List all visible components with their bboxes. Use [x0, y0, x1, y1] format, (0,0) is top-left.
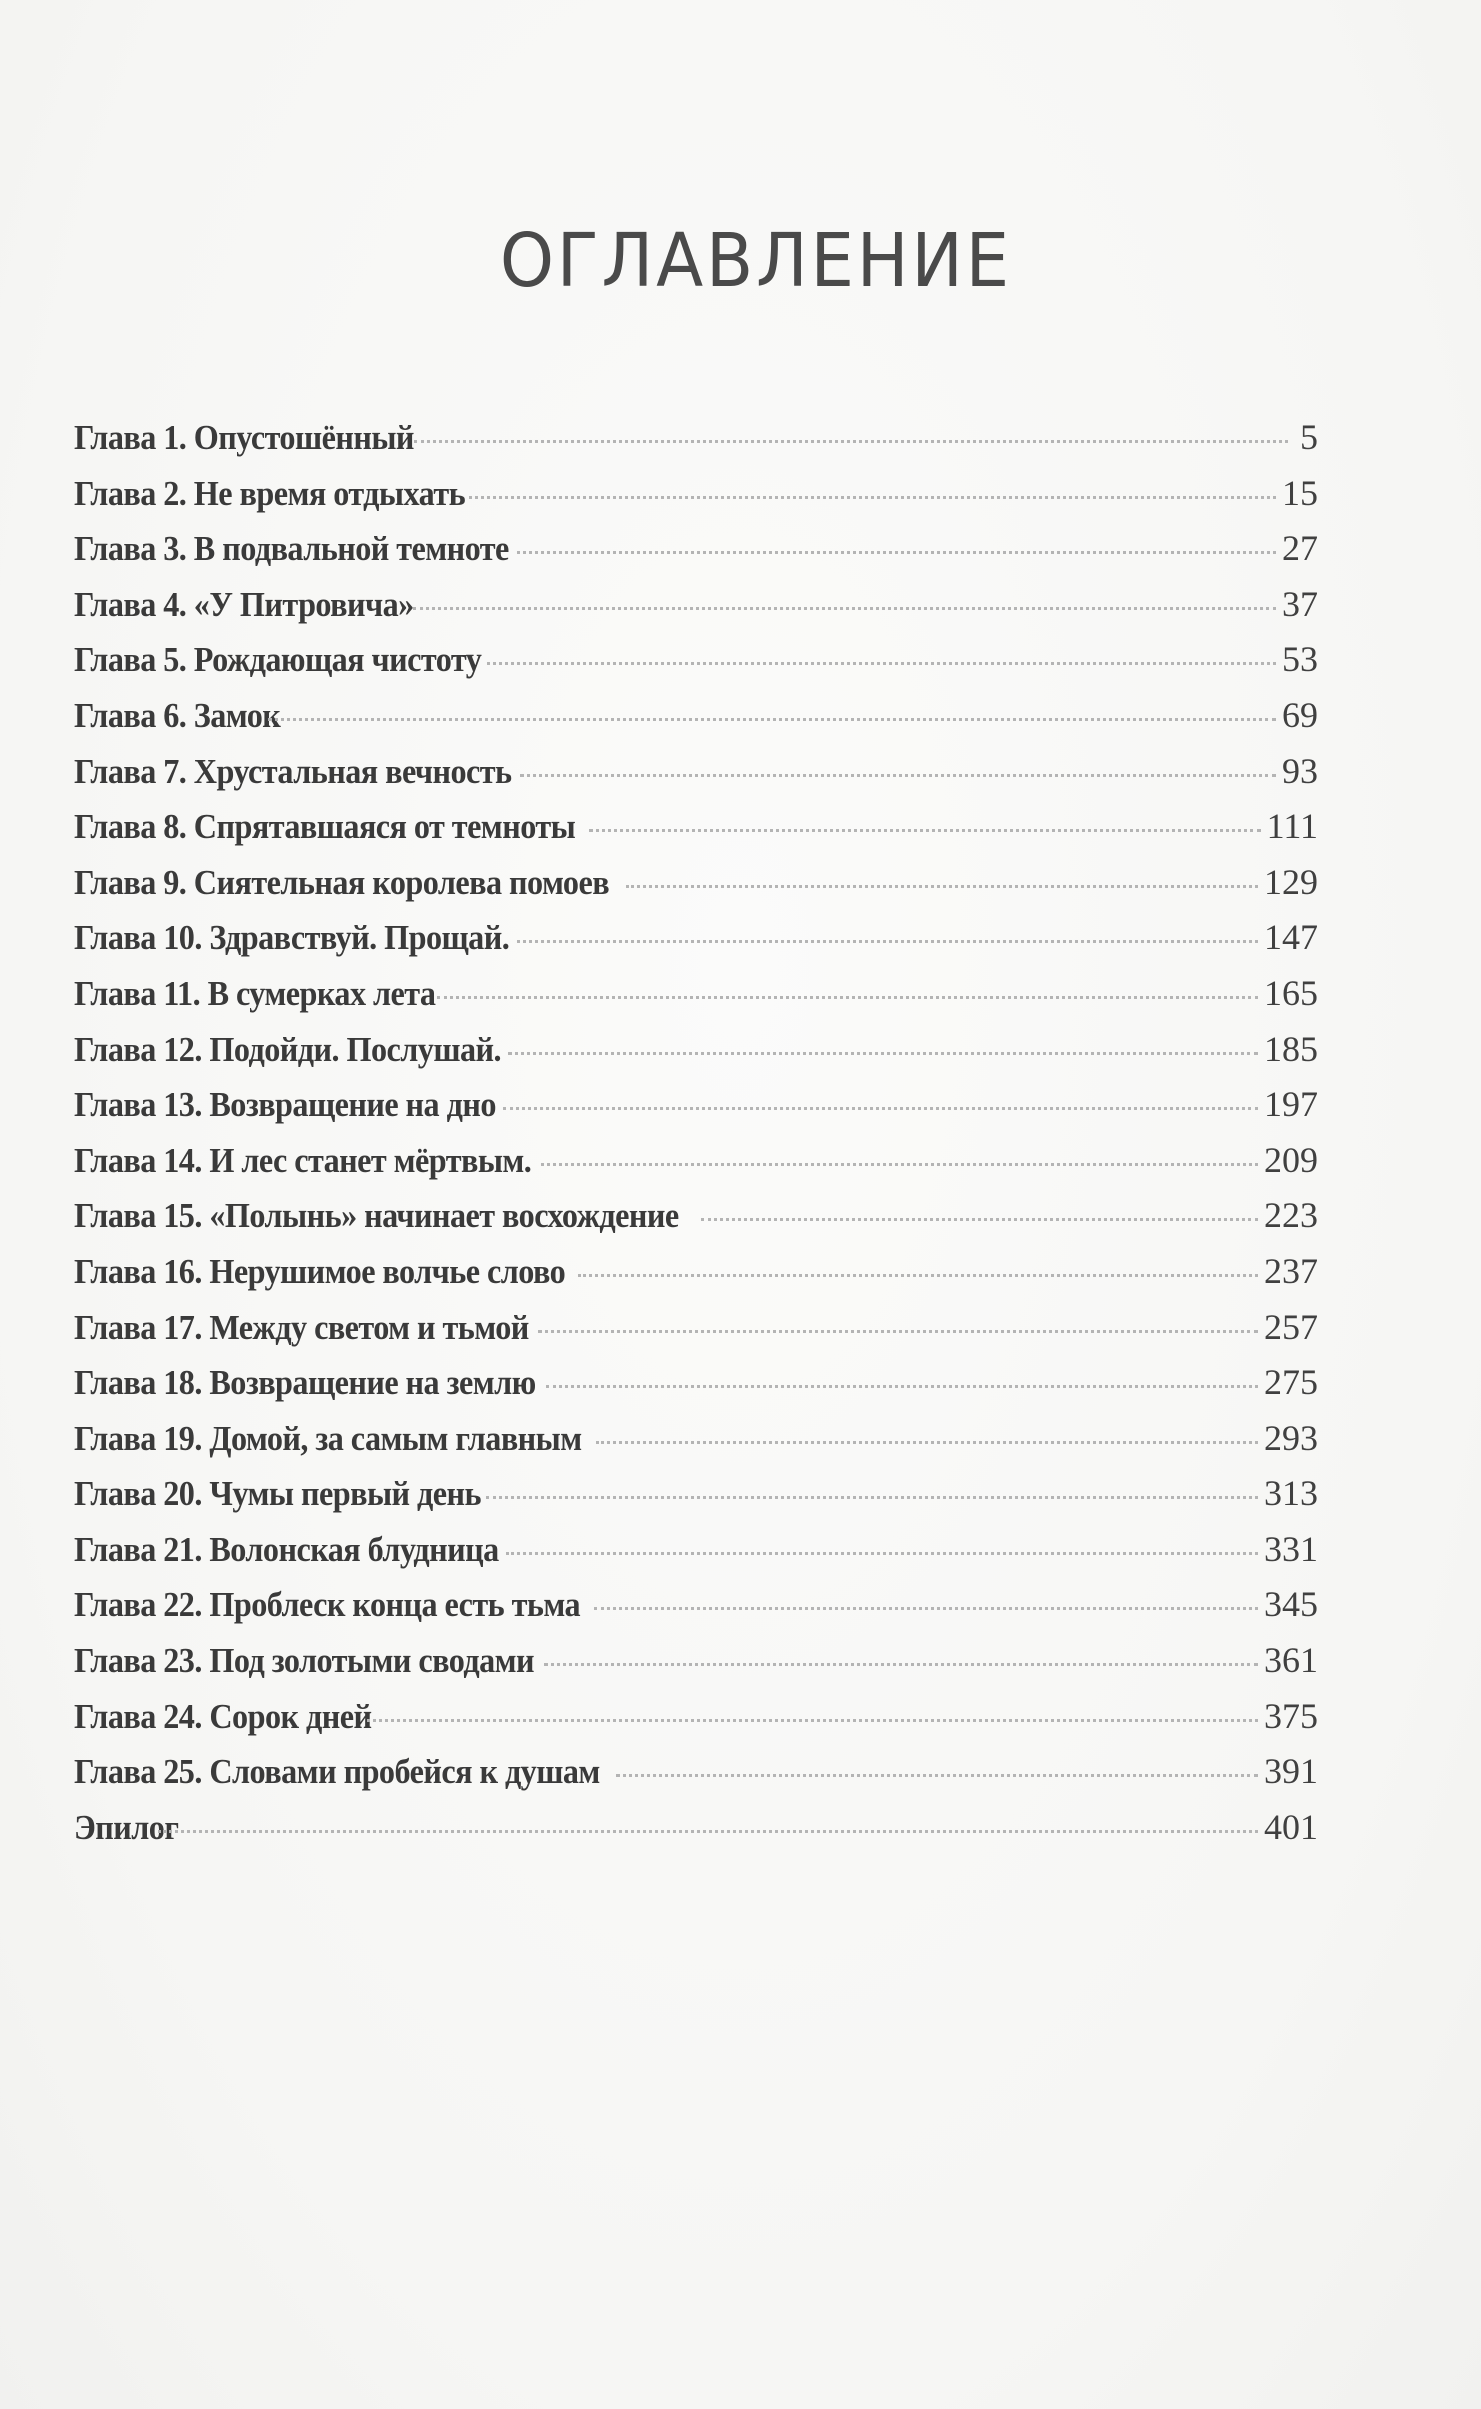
toc-entry-title: Глава 2. Не время отдыхать: [74, 473, 466, 513]
dot-leader: [413, 607, 1276, 610]
toc-entry-14[interactable]: [74, 1139, 1318, 1195]
toc-entry-title: Глава 18. Возвращение на землю: [74, 1363, 536, 1403]
dot-leader: [544, 1663, 1258, 1666]
dot-leader: [701, 1218, 1258, 1221]
toc-entry-page: 129: [1264, 861, 1318, 902]
toc-entry-epilogue[interactable]: [74, 1806, 1318, 1862]
dot-leader: [616, 1774, 1258, 1777]
toc-entry-9[interactable]: [74, 861, 1318, 917]
toc-entry-15[interactable]: [74, 1194, 1318, 1250]
dot-leader: [469, 496, 1276, 499]
toc-entry-page: 111: [1266, 806, 1318, 847]
toc-entry-page: 223: [1264, 1195, 1318, 1236]
dot-leader: [506, 1552, 1258, 1555]
dot-leader: [268, 718, 1276, 721]
toc-entry-page: 401: [1264, 1806, 1318, 1847]
toc-entry-title: Глава 8. Спрятавшаяся от темноты: [74, 807, 576, 847]
toc-entry-page: 313: [1264, 1473, 1318, 1514]
toc-entry-title: Глава 17. Между светом и тьмой: [74, 1307, 529, 1347]
toc-entry-page: 69: [1282, 694, 1318, 735]
dot-leader: [158, 1830, 1259, 1833]
toc-entry-title: Глава 6. Замок: [74, 695, 281, 735]
dot-leader: [594, 1607, 1258, 1610]
toc-entry-title: Глава 12. Подойди. Послушай.: [74, 1029, 502, 1069]
dot-leader: [508, 1052, 1258, 1055]
toc-entry-title: Глава 4. «У Питровича»: [74, 584, 414, 624]
toc-entry-page: 237: [1264, 1250, 1318, 1291]
toc-entry-3[interactable]: [74, 527, 1318, 583]
toc-entry-8[interactable]: [74, 805, 1318, 861]
toc-entry-18[interactable]: [74, 1361, 1318, 1417]
toc-entry-page: 293: [1264, 1417, 1318, 1458]
toc-entry-25[interactable]: [74, 1750, 1318, 1806]
toc-entry-20[interactable]: [74, 1472, 1318, 1528]
dot-leader: [367, 1719, 1258, 1722]
table-of-contents: [74, 416, 1318, 1861]
toc-entry-11[interactable]: [74, 972, 1318, 1028]
toc-entry-24[interactable]: [74, 1695, 1318, 1751]
toc-entry-1[interactable]: [74, 416, 1318, 472]
toc-entry-10[interactable]: [74, 916, 1318, 972]
toc-entry-12[interactable]: [74, 1028, 1318, 1084]
toc-entry-page: 185: [1264, 1028, 1318, 1069]
dot-leader: [437, 996, 1258, 999]
toc-entry-page: 375: [1264, 1695, 1318, 1736]
toc-entry-19[interactable]: [74, 1417, 1318, 1473]
toc-entry-23[interactable]: [74, 1639, 1318, 1695]
toc-entry-13[interactable]: [74, 1083, 1318, 1139]
dot-leader: [503, 1107, 1258, 1110]
toc-entry-page: 37: [1282, 583, 1318, 624]
dot-leader: [626, 885, 1258, 888]
toc-entry-page: 93: [1282, 750, 1318, 791]
toc-entry-page: 197: [1264, 1084, 1318, 1125]
toc-entry-title: Эпилог: [74, 1807, 179, 1847]
toc-entry-title: Глава 23. Под золотыми сводами: [74, 1641, 535, 1681]
toc-entry-title: Глава 3. В подвальной темноте: [74, 529, 509, 569]
toc-entry-title: Глава 19. Домой, за самым главным: [74, 1418, 582, 1458]
toc-entry-title: Глава 9. Сиятельная королева помоев: [74, 862, 610, 902]
dot-leader: [486, 1496, 1258, 1499]
dot-leader: [541, 1163, 1258, 1166]
toc-entry-22[interactable]: [74, 1583, 1318, 1639]
toc-entry-title: Глава 22. Проблеск конца есть тьма: [74, 1585, 581, 1625]
toc-entry-5[interactable]: [74, 638, 1318, 694]
toc-entry-page: 15: [1282, 472, 1318, 513]
dot-leader: [414, 440, 1289, 443]
toc-entry-title: Глава 14. И лес станет мёртвым.: [74, 1140, 532, 1180]
toc-entry-page: 209: [1264, 1139, 1318, 1180]
dot-leader: [589, 829, 1261, 832]
toc-entry-4[interactable]: [74, 583, 1318, 639]
toc-entry-page: 165: [1264, 972, 1318, 1013]
toc-entry-title: Глава 5. Рождающая чистоту: [74, 640, 482, 680]
toc-entry-page: 147: [1264, 917, 1318, 958]
dot-leader: [487, 662, 1276, 665]
toc-entry-page: 53: [1282, 639, 1318, 680]
toc-entry-page: 5: [1300, 417, 1318, 457]
toc-entry-page: 391: [1264, 1751, 1318, 1792]
toc-entry-title: Глава 16. Нерушимое волчье слово: [74, 1251, 566, 1291]
toc-entry-2[interactable]: [74, 472, 1318, 528]
page-title: ОГЛАВЛЕНИЕ: [499, 218, 1012, 304]
toc-entry-page: 27: [1282, 528, 1318, 569]
toc-entry-page: 361: [1264, 1640, 1318, 1681]
toc-entry-title: Глава 15. «Полынь» начинает восхождение: [74, 1196, 679, 1236]
dot-leader: [546, 1385, 1258, 1388]
toc-entry-title: Глава 25. Словами пробейся к душам: [74, 1752, 600, 1792]
toc-entry-page: 331: [1264, 1528, 1318, 1569]
toc-entry-title: Глава 21. Волонская блудница: [74, 1529, 499, 1569]
toc-entry-title: Глава 10. Здравствуй. Прощай.: [74, 918, 510, 958]
toc-entry-page: 275: [1264, 1362, 1318, 1403]
toc-entry-title: Глава 24. Сорок дней: [74, 1696, 372, 1736]
toc-entry-17[interactable]: [74, 1306, 1318, 1362]
toc-entry-7[interactable]: [74, 750, 1318, 806]
toc-entry-title: Глава 7. Хрустальная вечность: [74, 751, 512, 791]
toc-entry-title: Глава 1. Опустошённый: [74, 418, 414, 457]
toc-entry-21[interactable]: [74, 1528, 1318, 1584]
toc-entry-6[interactable]: [74, 694, 1318, 750]
dot-leader: [517, 551, 1276, 554]
toc-entry-page: 345: [1264, 1584, 1318, 1625]
dot-leader: [596, 1441, 1258, 1444]
dot-leader: [578, 1274, 1258, 1277]
dot-leader: [520, 774, 1276, 777]
dot-leader: [538, 1330, 1258, 1333]
dot-leader: [517, 940, 1258, 943]
toc-entry-title: Глава 11. В сумерках лета: [74, 973, 436, 1013]
toc-entry-16[interactable]: [74, 1250, 1318, 1306]
toc-entry-title: Глава 13. Возвращение на дно: [74, 1085, 496, 1125]
toc-entry-page: 257: [1264, 1306, 1318, 1347]
toc-entry-title: Глава 20. Чумы первый день: [74, 1474, 481, 1514]
